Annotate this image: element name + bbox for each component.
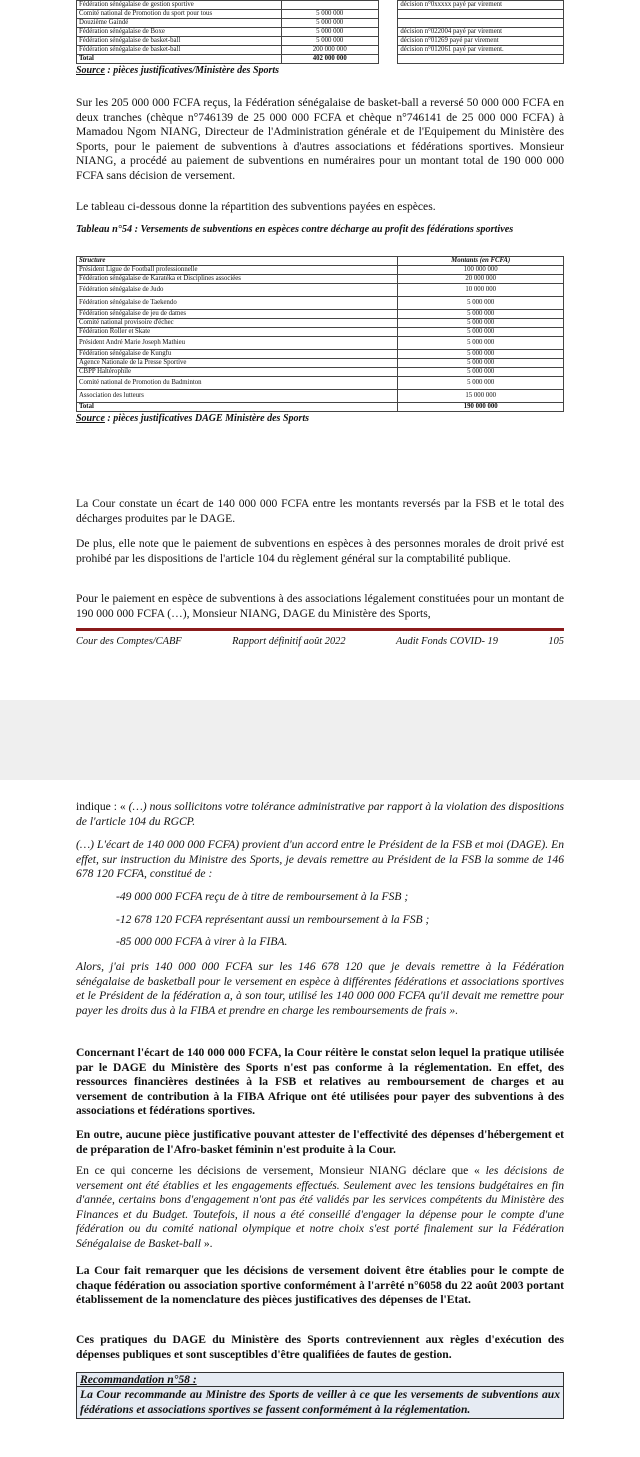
bullet-item: -12 678 120 FCFA représentant aussi un remboursement à la FSB ;	[116, 912, 430, 926]
paragraph-tableau-intro: Le tableau ci-dessous donne la répartition des subventions payées en espèces.	[76, 200, 436, 213]
paragraph-paiement-especes: Pour le paiement en espèce de subventions à des associations légalement constituées pour un montant de 190 000 000 FCFA (…), Monsieur NIANG, DAGE du Ministère des Sports,	[76, 592, 564, 620]
page-105	[0, 0, 640, 700]
table-row: Président André Marie Joseph Mathieu 5 000 000	[77, 337, 564, 350]
quote-decisions-versement: En ce qui concerne les décisions de versement, Monsieur NIANG déclare que « les décisions de versement ont été établies et les engagements effectués. Seulement avec les tensions budgétaires en fin d'année, certains bons d'engagement n'ont pas été validés par les services compétents du Ministère des Finances et du Budget. Toutefois, il nous a été conseillé d'engager la dépense pour le compte d'une fédération ou du comité national olympique et notre choix s'est porté finalement sur la Fédération Sénégalaise de Basket-ball ».	[76, 1164, 564, 1250]
table-row: Total 190 000 000	[77, 403, 564, 412]
table-row: Total 402 000 000	[77, 55, 564, 64]
source-note-1: Source : pièces justificatives/Ministère des Sports	[76, 65, 280, 76]
table-row: Fédération sénégalaise de Kungfu 5 000 000	[77, 350, 564, 359]
recommendation-box	[76, 1372, 564, 1419]
table-row: Fédération sénégalaise de Karatéka et Disciplines associées 20 000 000	[77, 275, 564, 284]
quote-tolerance: indique : « (…) nous sollicitons votre tolérance administrative par rapport à la violation des dispositions de l'article 104 du RGCP.	[76, 800, 564, 828]
footer-rule	[76, 628, 564, 631]
finding-ecart: Concernant l'écart de 140 000 000 FCFA, la Cour réitère le constat selon lequel la pratique utilisée par le DAGE du Ministère des Sports n'est pas conforme à la réglementation. En effet, des ressources financières destinées à la FSB et relatives au remboursement de charges et au versement de contribution à la FIBA Afrique ont été utilisées pour payer des subventions à des associations et fédérations sportives.	[76, 1046, 564, 1118]
table-row: Fédération sénégalaise de Judo 10 000 000	[77, 284, 564, 297]
table-54	[76, 256, 564, 424]
table-row: Fédération sénégalaise de gestion sportive décision n°0xxxxx payé par virement	[77, 1, 564, 10]
footer-right: Audit Fonds COVID- 19	[396, 636, 498, 647]
paragraph-ecart: La Cour constate un écart de 140 000 000 FCFA entre les montants reversés par la FSB et le total des décharges produites par le DAGE.	[76, 497, 564, 525]
table-row: Fédération sénégalaise de jeu de dames 5 000 000	[77, 310, 564, 319]
recommendation-text: La Cour recommande au Ministre des Sports de veiller à ce que les versements de subventions aux fédérations et associations sportives se fassent conformément à la réglementation.	[76, 1386, 564, 1419]
table-subventions-virement	[76, 0, 564, 76]
table-header: Structure Montants (en FCFA)	[77, 257, 564, 266]
page-separator	[0, 700, 640, 780]
bullet-item: -85 000 000 FCFA à virer à la FIBA.	[116, 935, 288, 949]
page-number: 105	[548, 636, 564, 647]
source-note-2: Source : pièces justificatives DAGE Ministère des Sports	[76, 413, 310, 424]
recommendation-title: Recommandation n°58 :	[76, 1372, 564, 1386]
finding-arrete-6058: La Cour fait remarquer que les décisions de versement doivent être établies pour le compte de chaque fédération ou association sportive conformément à l'arrêté n°6058 du 22 août 2003 portant établissement de la nomenclature des pièces justificatives des dépenses de l'Etat.	[76, 1264, 564, 1307]
table-row: Douzième Gaindé 5 000 000	[77, 19, 564, 28]
table-row: Fédération sénégalaise de Boxe 5 000 000 décision n°022004 payé par virement	[77, 28, 564, 37]
table-row: Fédération sénégalaise de Taekendo 5 000 000	[77, 297, 564, 310]
footer-left: Cour des Comptes/CABF	[76, 636, 182, 647]
bullet-item: -49 000 000 FCFA reçu de à titre de remboursement à la FSB ;	[116, 890, 409, 903]
finding-fautes-gestion: Ces pratiques du DAGE du Ministère des Sports contreviennent aux règles d'exécution des dépenses publiques et sont susceptibles d'être qualifiées de fautes de gestion.	[76, 1333, 564, 1361]
table-row: Fédération Roller et Skate 5 000 000	[77, 328, 564, 337]
quote-140-millions: Alors, j'ai pris 140 000 000 FCFA sur les 146 678 120 que je devais remettre à la Fédération sénégalaise de basketball pour le versement en espèce à différentes fédérations et associations sportives et le Président de la fédération a, à son tour, utilisé les 140 000 000 FCFA qu'il devait me remettre pour payer les droits dus à la FIBA et prendre en charge les remboursements de frais ».	[76, 960, 564, 1017]
table-row: Fédération sénégalaise de basket-ball 5 000 000 décision n°01269 payé par virement	[77, 37, 564, 46]
page-106	[0, 780, 640, 1457]
page-footer	[76, 636, 564, 647]
table-row: Comité national de Promotion du sport pour tous 5 000 000	[77, 10, 564, 19]
table-row: Fédération sénégalaise de basket-ball 200 000 000 décision n°012061 payé par virement.	[77, 46, 564, 55]
table-row: Agence Nationale de la Presse Sportive 5 000 000	[77, 359, 564, 368]
table-row: Comité national provisoire d'échec 5 000 000	[77, 319, 564, 328]
footer-middle: Rapport définitif août 2022	[232, 636, 346, 647]
table-row: CBPP Haltérophile 5 000 000	[77, 368, 564, 377]
bullet-list	[76, 890, 564, 950]
finding-afro-basket: En outre, aucune pièce justificative pouvant attester de l'effectivité des dépenses d'hébergement et de préparation de l'Afro-basket féminin n'est produite à la Cour.	[76, 1128, 564, 1156]
table-row: Comité national de Promotion du Badminton 5 000 000	[77, 377, 564, 390]
paragraph-fsb-reversement: Sur les 205 000 000 FCFA reçus, la Fédération sénégalaise de basket-ball a reversé 50 000 000 FCFA en deux tranches (chèque n°746139 de 25 000 000 FCFA et chèque n°746141 de 25 000 000 FCFA) à Mamadou Ngom NIANG, Directeur de l'Administration générale et de l'Equipement du Ministère des Sports, pour le paiement de subventions à d'autres associations et fédérations sportives. Monsieur NIANG, a procédé au paiement de subventions en numéraires pour un montant total de 190 000 000 FCFA sans décision de versement.	[76, 96, 564, 182]
table-row: Association des lutteurs 15 000 000	[77, 390, 564, 403]
quote-ecart-accord: (…) L'écart de 140 000 000 FCFA) provient d'un accord entre le Président de la FSB et moi (DAGE). En effet, sur instruction du Ministre des Sports, je devais remettre au Président de la FSB la somme de 146 678 120 FCFA, constitué de :	[76, 838, 564, 881]
paragraph-article-104: De plus, elle note que le paiement de subventions en espèces à des personnes morales de droit privé est prohibé par les dispositions de l'article 104 du règlement général sur la comptabilité publique.	[76, 537, 564, 565]
table-54-caption: Tableau n°54 : Versements de subventions en espèces contre décharge au profit des fédérations sportives	[76, 224, 514, 235]
table-row: Président Ligue de Football professionnelle 100 000 000	[77, 266, 564, 275]
